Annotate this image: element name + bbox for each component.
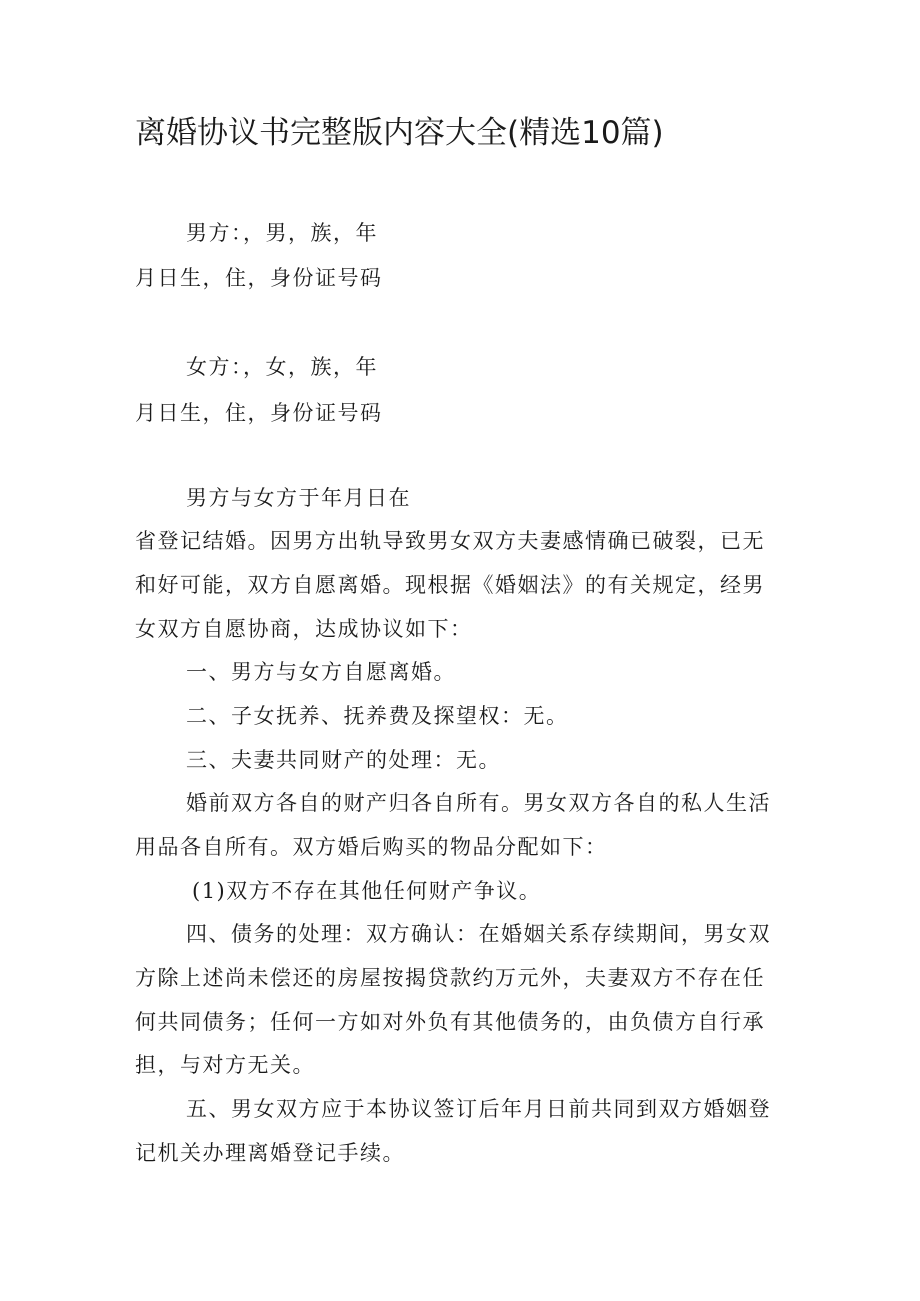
male-party-line-2: 月日生，住，身份证号码: [135, 266, 383, 290]
property-line-1: 婚前双方各自的财产归各自所有。男女双方各自的私人生活: [186, 791, 771, 815]
clause-2: 二、子女抚养、抚养费及探望权：无。: [186, 704, 569, 728]
clause-4-line-1: 四、债务的处理：双方确认：在婚姻关系存续期间，男女双: [186, 922, 771, 946]
female-party-line-1: 女方：，女，族，年: [186, 355, 378, 379]
intro-line-4: 女双方自愿协商，达成协议如下：: [135, 617, 473, 641]
clause-4-line-3: 何共同债务；任何一方如对外负有其他债务的，由负债方自行承: [135, 1010, 765, 1034]
property-line-2: 用品各自所有。双方婚后购买的物品分配如下：: [135, 835, 608, 859]
male-party-line-1: 男方：，男，族，年: [186, 221, 378, 245]
clause-5-line-1: 五、男女双方应于本协议签订后年月日前共同到双方婚姻登: [186, 1097, 771, 1121]
clause-1: 一、男方与女方自愿离婚。: [186, 660, 456, 684]
clause-4-line-4: 担，与对方无关。: [135, 1053, 315, 1077]
intro-line-1: 男方与女方于年月日在: [186, 486, 411, 510]
intro-line-2: 省登记结婚。因男方出轨导致男女双方夫妻感情确已破裂，已无: [135, 529, 765, 553]
intro-line-3: 和好可能，双方自愿离婚。现根据《婚姻法》的有关规定，经男: [135, 573, 765, 597]
property-item-1: (1)双方不存在其他任何财产争议。: [192, 879, 542, 903]
female-party-line-2: 月日生，住，身份证号码: [135, 401, 383, 425]
clause-5-line-2: 记机关办理离婚登记手续。: [135, 1141, 405, 1165]
clause-4-line-2: 方除上述尚未偿还的房屋按揭贷款约万元外，夫妻双方不存在任: [135, 966, 765, 990]
document-title: 离婚协议书完整版内容大全(精选10篇): [135, 115, 664, 151]
clause-3: 三、夫妻共同财产的处理：无。: [186, 748, 501, 772]
